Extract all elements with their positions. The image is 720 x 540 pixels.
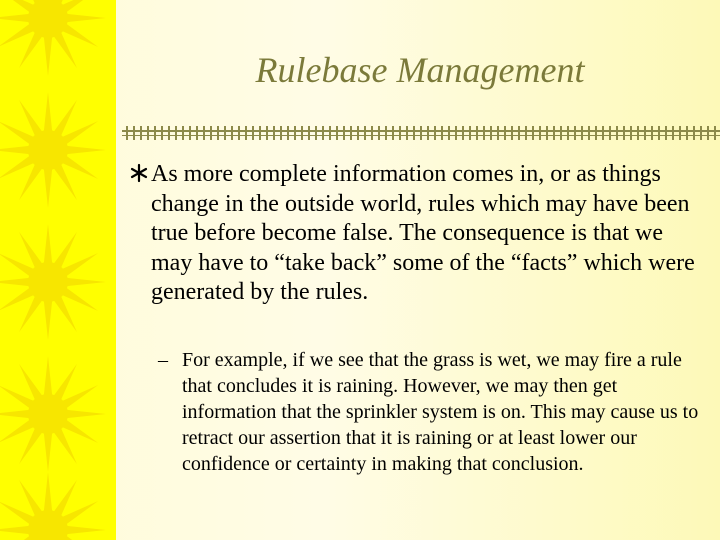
dash-marker: –: [158, 349, 168, 371]
sunburst-band: [0, 0, 116, 540]
sun-core: [28, 510, 68, 540]
asterisk-star-icon: [130, 162, 148, 184]
bullet-level-1: [130, 160, 700, 308]
sun-core: [28, 394, 68, 434]
bullet-level-2: [158, 347, 704, 477]
sun-core: [28, 262, 68, 302]
sub-bullet-text: For example, if we see that the grass is wet, we may fire a rule that concludes it is raining. However, we may then get information that the sprinkler system is on. This may cause us to retract our assertion that it is raining or at least lower our confidence or certainty in making that conclusion.: [182, 349, 699, 475]
sun-core: [28, 0, 68, 38]
sunburst-icon: [0, 0, 116, 540]
slide-title: Rulebase Management: [255, 50, 585, 90]
bullet-text: As more complete information comes in, or as things change in the outside world, rules which may have been true before become false. The consequence is that we may have to “take back” some of the “facts” which were generated by the rules.: [151, 161, 695, 305]
ruled-bar-divider: [122, 124, 720, 142]
title-divider: [122, 124, 720, 142]
sun-core: [28, 130, 68, 170]
